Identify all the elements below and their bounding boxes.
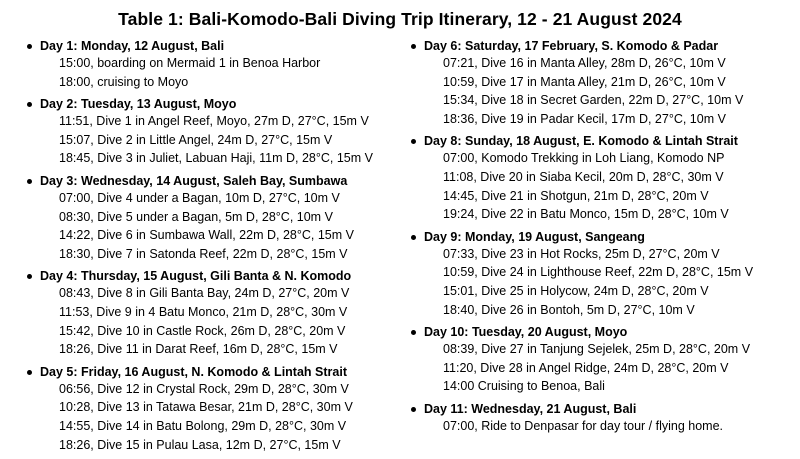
day-section: [26, 96, 406, 168]
day-header-text: Day 2: Tuesday, 13 August, Moyo: [40, 97, 237, 112]
day-header-text: Day 8: Sunday, 18 August, E. Komodo & Lintah Strait: [424, 134, 738, 149]
day-header-text: Day 11: Wednesday, 21 August, Bali: [424, 401, 637, 416]
day-section: [410, 324, 790, 396]
day-header: [26, 96, 406, 112]
itinerary-entry: 07:00, Komodo Trekking in Loh Liang, Komodo NP: [443, 151, 725, 166]
bullet-icon: [411, 407, 416, 412]
itinerary-entry: 11:53, Dive 9 in 4 Batu Monco, 21m D, 28°C, 30m V: [59, 304, 348, 319]
itinerary-entry: 10:59, Dive 24 in Lighthouse Reef, 22m D, 28°C, 15m V: [443, 265, 754, 280]
day-section: [410, 133, 790, 223]
itinerary-entry: 08:43, Dive 8 in Gili Banta Bay, 24m D, 27°C, 20m V: [59, 286, 350, 301]
itinerary-entry: 11:20, Dive 28 in Angel Ridge, 24m D, 28°C, 20m V: [443, 360, 729, 375]
bullet-icon: [27, 274, 32, 279]
day-section: [410, 401, 790, 436]
itinerary-right-column: [410, 38, 790, 441]
itinerary-entry: 11:08, Dive 20 in Siaba Kecil, 20m D, 28°C, 30m V: [443, 169, 724, 184]
day-header-text: Day 4: Thursday, 15 August, Gili Banta & N. Komodo: [40, 269, 352, 284]
itinerary-entry: 08:30, Dive 5 under a Bagan, 5m D, 28°C, 10m V: [59, 209, 333, 224]
itinerary-entry: 14:55, Dive 14 in Batu Bolong, 29m D, 28°C, 30m V: [59, 418, 347, 433]
day-header: [26, 173, 406, 189]
itinerary-entry: 15:34, Dive 18 in Secret Garden, 22m D, 27°C, 10m V: [443, 93, 744, 108]
day-header-text: Day 5: Friday, 16 August, N. Komodo & Lintah Strait: [40, 364, 347, 379]
day-header: [410, 229, 790, 245]
itinerary-entry: 11:51, Dive 1 in Angel Reef, Moyo, 27m D, 27°C, 15m V: [59, 114, 369, 129]
itinerary-entry: 07:00, Ride to Denpasar for day tour / flying home.: [443, 418, 724, 433]
bullet-icon: [411, 235, 416, 240]
bullet-icon: [27, 44, 32, 49]
itinerary-entry: 18:26, Dive 15 in Pulau Lasa, 12m D, 27°C, 15m V: [59, 437, 341, 452]
day-header-text: Day 3: Wednesday, 14 August, Saleh Bay, Sumbawa: [40, 173, 348, 188]
day-header-text: Day 10: Tuesday, 20 August, Moyo: [424, 325, 628, 340]
bullet-icon: [411, 44, 416, 49]
day-header-text: Day 1: Monday, 12 August, Bali: [40, 39, 225, 53]
day-section: [410, 229, 790, 319]
day-header: [410, 401, 790, 417]
itinerary-entry: 19:24, Dive 22 in Batu Monco, 15m D, 28°C, 10m V: [443, 207, 729, 222]
itinerary-entry: 15:01, Dive 25 in Holycow, 24m D, 28°C, 20m V: [443, 283, 709, 298]
day-header: [410, 324, 790, 340]
itinerary-entry: 18:45, Dive 3 in Juliet, Labuan Haji, 11m D, 28°C, 15m V: [59, 151, 373, 166]
itinerary-entry: 07:21, Dive 16 in Manta Alley, 28m D, 26°C, 10m V: [443, 56, 726, 70]
day-header-text: Day 9: Monday, 19 August, Sangeang: [424, 229, 645, 244]
day-section: [26, 173, 406, 263]
itinerary-entry: 06:56, Dive 12 in Crystal Rock, 29m D, 28°C, 30m V: [59, 381, 349, 396]
itinerary-entry: 15:07, Dive 2 in Little Angel, 24m D, 27°C, 15m V: [59, 132, 333, 147]
day-header: [26, 38, 406, 54]
day-section: [410, 38, 790, 128]
bullet-icon: [411, 139, 416, 144]
itinerary-entry: 14:22, Dive 6 in Sumbawa Wall, 22m D, 28°C, 15m V: [59, 228, 354, 243]
itinerary-entry: 15:42, Dive 10 in Castle Rock, 26m D, 28°C, 20m V: [59, 323, 346, 338]
itinerary-entry: 18:00, cruising to Moyo: [59, 74, 189, 89]
itinerary-entry: 14:00 Cruising to Benoa, Bali: [443, 379, 605, 394]
itinerary-entry: 18:40, Dive 26 in Bontoh, 5m D, 27°C, 10m V: [443, 302, 695, 317]
day-header: [26, 268, 406, 284]
bullet-icon: [27, 179, 32, 184]
itinerary-entry: 15:00, boarding on Mermaid 1 in Benoa Harbor: [59, 56, 321, 70]
bullet-icon: [411, 330, 416, 335]
day-section: [26, 268, 406, 358]
page-title: Table 1: Bali-Komodo-Bali Diving Trip Itinerary, 12 - 21 August 2024: [118, 9, 682, 29]
itinerary-left-column: [26, 38, 406, 459]
day-header-text: Day 6: Saturday, 17 February, S. Komodo & Padar: [424, 39, 719, 53]
itinerary-entry: 18:36, Dive 19 in Padar Kecil, 17m D, 27°C, 10m V: [443, 111, 726, 126]
itinerary-entry: 10:28, Dive 13 in Tatawa Besar, 21m D, 28°C, 30m V: [59, 400, 353, 415]
itinerary-entry: 18:30, Dive 7 in Satonda Reef, 22m D, 28°C, 15m V: [59, 246, 348, 261]
itinerary-entry: 07:00, Dive 4 under a Bagan, 10m D, 27°C, 10m V: [59, 190, 340, 205]
itinerary-entry: 10:59, Dive 17 in Manta Alley, 21m D, 26°C, 10m V: [443, 74, 726, 89]
day-section: [26, 364, 406, 454]
itinerary-entry: 18:26, Dive 11 in Darat Reef, 16m D, 28°C, 15m V: [59, 342, 338, 357]
itinerary-entry: 08:39, Dive 27 in Tanjung Sejelek, 25m D, 28°C, 20m V: [443, 342, 751, 357]
day-section: [26, 38, 406, 91]
bullet-icon: [27, 370, 32, 375]
itinerary-entry: 14:45, Dive 21 in Shotgun, 21m D, 28°C, 20m V: [443, 188, 709, 203]
day-header: [26, 364, 406, 380]
itinerary-entry: 07:33, Dive 23 in Hot Rocks, 25m D, 27°C, 20m V: [443, 246, 720, 261]
day-header: [410, 133, 790, 149]
bullet-icon: [27, 102, 32, 107]
day-header: [410, 38, 790, 54]
